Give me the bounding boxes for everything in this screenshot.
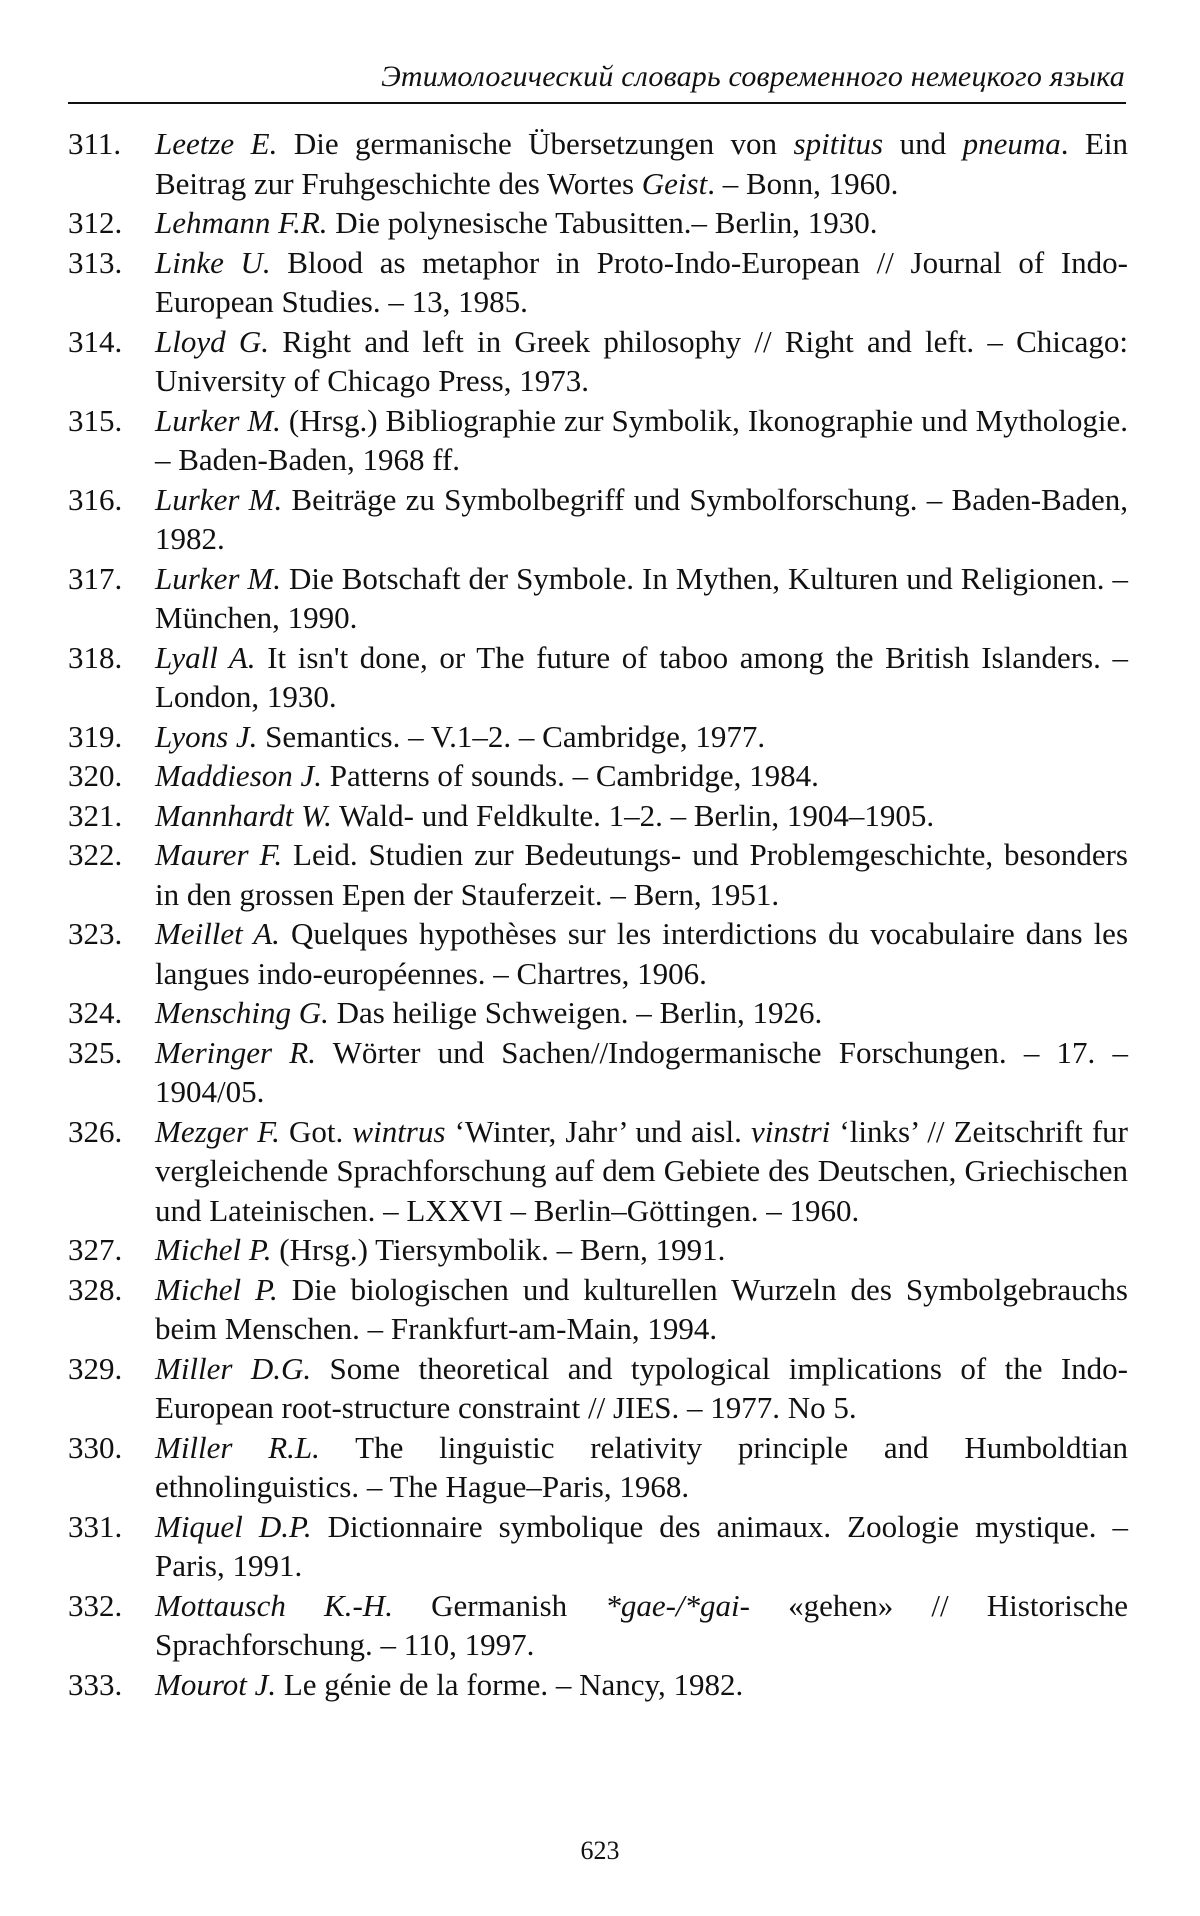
entry-text-segment: Wörter und Sachen//Indogermanische Forschungen. – 17. – 1904/05. — [155, 1034, 1128, 1109]
bibliography-entry — [68, 717, 1128, 757]
entry-number: 320. — [68, 758, 123, 793]
entry-author: Miller R.L. — [155, 1429, 320, 1465]
bibliography-entry — [68, 638, 1128, 717]
entry-text — [155, 796, 1128, 836]
entry-author: Michel P. — [155, 1271, 278, 1307]
entry-number: 326. — [68, 1113, 123, 1149]
bibliography-entry — [68, 1230, 1128, 1270]
entry-text-segment: Dictionnaire symbolique des animaux. Zoologie mystique. – Paris, 1991. — [155, 1508, 1128, 1583]
entry-number: 321. — [68, 797, 123, 833]
entry-text-segment: (Hrsg.) Tiersymbolik. – Bern, 1991. — [271, 1232, 726, 1267]
entry-text-segment: Wald- und Feldkulte. 1–2. – Berlin, 1904–1905. — [331, 797, 935, 833]
entry-text-segment: . – Bonn, 1960. — [707, 165, 899, 201]
entry-text-segment: Some theoretical and typological implications of the Indo-European root-structure constraint // JIES. – 1977. No 5. — [155, 1350, 1128, 1425]
entry-number: 319. — [68, 718, 123, 754]
entry-text — [155, 717, 1128, 757]
entry-number: 323. — [68, 916, 123, 951]
entry-author: Lloyd G. — [155, 323, 270, 359]
entry-italic-term: vinstri — [751, 1113, 831, 1149]
entry-text — [155, 756, 1128, 796]
entry-text — [155, 1428, 1128, 1507]
bibliography-entry — [68, 914, 1128, 993]
entry-text-segment: Germanish — [392, 1587, 606, 1623]
entry-number: 332. — [68, 1587, 123, 1623]
entry-text-segment: The linguistic relativity principle and Humboldtian ethnolinguistics. – The Hague–Paris, 1968. — [155, 1429, 1128, 1504]
entry-text — [155, 124, 1128, 203]
entry-text-segment: Got. — [279, 1113, 353, 1149]
entry-number: 317. — [68, 560, 123, 596]
entry-number: 311. — [68, 126, 122, 161]
entry-text — [155, 1033, 1128, 1112]
entry-text-segment: Blood as metaphor in Proto-Indo-European // Journal of Indo-European Studies. – 13, 1985. — [155, 244, 1128, 319]
bibliography-entry — [68, 1586, 1128, 1665]
entry-author: Leetze E. — [155, 126, 278, 161]
bibliography-entry — [68, 1507, 1128, 1586]
bibliography-entry — [68, 203, 1128, 243]
entry-number: 322. — [68, 837, 123, 872]
entry-text-segment: It isn't done, or The future of taboo among the British Islanders. – London, 1930. — [155, 639, 1128, 714]
entry-text — [155, 559, 1128, 638]
bibliography-entry — [68, 1349, 1128, 1428]
page-number: 623 — [580, 1836, 620, 1865]
header-rule — [68, 102, 1126, 104]
entry-author: Lurker M. — [155, 481, 283, 517]
bibliography-entry — [68, 559, 1128, 638]
bibliography-entry — [68, 243, 1128, 322]
bibliography-entry — [68, 1665, 1128, 1705]
entry-text-segment: . Ein Beitrag zur Fruhgeschichte des Wortes — [155, 126, 1128, 201]
entry-author: Linke U. — [155, 244, 271, 280]
entry-number: 328. — [68, 1271, 123, 1307]
entry-text — [155, 1349, 1128, 1428]
entry-author: Mannhardt W. — [155, 797, 332, 833]
entry-number: 312. — [68, 205, 123, 240]
entry-author: Meillet A. — [155, 916, 280, 951]
entry-text — [155, 480, 1128, 559]
entry-author: Michel P. — [155, 1232, 272, 1267]
entry-number: 315. — [68, 402, 123, 438]
entry-text — [155, 243, 1128, 322]
running-header: Этимологический словарь современного немецкого языка — [381, 60, 1125, 93]
entry-author: Mottausch K.-H. — [155, 1587, 393, 1623]
entry-number: 333. — [68, 1666, 123, 1702]
entry-text — [155, 914, 1128, 993]
entry-text — [155, 1270, 1128, 1349]
entry-text-segment: Die Botschaft der Symbole. In Mythen, Kulturen und Religionen. – München, 1990. — [155, 560, 1128, 635]
entry-text — [155, 401, 1128, 480]
entry-text-segment: Semantics. – V.1–2. – Cambridge, 1977. — [257, 718, 766, 754]
entry-text-segment: ‘Winter, Jahr’ und aisl. — [445, 1113, 752, 1149]
bibliography-entry — [68, 401, 1128, 480]
entry-number: 324. — [68, 995, 123, 1030]
bibliography-entry — [68, 993, 1128, 1033]
entry-text-segment: Right and left in Greek philosophy // Right and left. – Chicago: University of Chicago Press, 1973. — [155, 323, 1129, 398]
entry-author: Maddieson J. — [155, 758, 323, 793]
entry-text — [155, 835, 1128, 914]
entry-text-segment: Le génie de la forme. – Nancy, 1982. — [276, 1666, 744, 1702]
entry-text — [155, 1665, 1128, 1705]
entry-author: Lyall A. — [155, 639, 256, 675]
entry-number: 327. — [68, 1232, 123, 1267]
entry-text-segment: Patterns of sounds. – Cambridge, 1984. — [322, 758, 819, 793]
entry-text-segment: Die polynesische Tabusitten.– Berlin, 1930. — [327, 205, 878, 240]
bibliography-entry — [68, 835, 1128, 914]
entry-text — [155, 1586, 1128, 1665]
entry-italic-term: spititus — [793, 126, 884, 161]
entry-number: 329. — [68, 1350, 123, 1386]
entry-text-segment: (Hrsg.) Bibliographie zur Symbolik, Ikonographie und Mythologie. – Baden-Baden, 1968 ff. — [155, 402, 1128, 477]
bibliography-entry — [68, 796, 1128, 836]
entry-author: Lehmann F.R. — [155, 205, 328, 240]
bibliography-list — [68, 124, 1128, 1704]
entry-text-segment: Leid. Studien zur Bedeutungs- und Problemgeschichte, besonders in den grossen Epen der Stauferzeit. – Bern, 1951. — [155, 837, 1128, 912]
entry-author: Mensching G. — [155, 995, 329, 1030]
bibliography-entry — [68, 1112, 1128, 1231]
entry-number: 314. — [68, 323, 123, 359]
bibliography-entry — [68, 124, 1128, 203]
entry-text-segment: Beiträge zu Symbolbegriff und Symbolforschung. – Baden-Baden, 1982. — [155, 481, 1128, 556]
entry-author: Maurer F. — [155, 837, 283, 872]
entry-italic-term: *gae-/*gai- — [605, 1587, 750, 1623]
entry-number: 313. — [68, 244, 123, 280]
entry-number: 318. — [68, 639, 123, 675]
entry-author: Lurker M. — [155, 402, 281, 438]
entry-text — [155, 1507, 1128, 1586]
entry-italic-term: Geist — [641, 165, 708, 201]
entry-text — [155, 1230, 1128, 1270]
bibliography-entry — [68, 1270, 1128, 1349]
entry-text-segment: und — [883, 126, 963, 161]
entry-text — [155, 993, 1128, 1033]
entry-text-segment: Das heilige Schweigen. – Berlin, 1926. — [328, 995, 823, 1030]
entry-text — [155, 322, 1128, 401]
entry-author: Lurker M. — [155, 560, 281, 596]
entry-text-segment: «gehen» // Historische Sprachforschung. – 110, 1997. — [155, 1587, 1128, 1662]
entry-text — [155, 203, 1128, 243]
entry-italic-term: wintrus — [352, 1113, 446, 1149]
entry-author: Mourot J. — [155, 1666, 277, 1702]
entry-number: 330. — [68, 1429, 123, 1465]
entry-text — [155, 1112, 1128, 1231]
entry-number: 325. — [68, 1034, 123, 1070]
entry-number: 316. — [68, 481, 123, 517]
bibliography-entry — [68, 480, 1128, 559]
entry-text-segment: Quelques hypothèses sur les interdictions du vocabulaire dans les langues indo-européennes. – Chartres, 1906. — [155, 916, 1129, 991]
entry-text-segment: ‘links’ // Zeitschrift fur vergleichende Sprachforschung auf dem Gebiete des Deutschen, Griechischen und Lateinischen. – LXXVI – Berlin–Göttingen. – 1960. — [155, 1113, 1129, 1228]
entry-text-segment: Die germanische Übersetzungen von — [277, 126, 794, 161]
entry-text-segment: Die biologischen und kulturellen Wurzeln des Symbolgebrauchs beim Menschen. – Frankfurt-am-Main, 1994. — [155, 1271, 1128, 1346]
entry-author: Miquel D.P. — [155, 1508, 312, 1544]
bibliography-entry — [68, 1033, 1128, 1112]
bibliography-entry — [68, 756, 1128, 796]
entry-author: Lyons J. — [155, 718, 258, 754]
entry-italic-term: pneuma — [962, 126, 1061, 161]
entry-author: Mezger F. — [155, 1113, 280, 1149]
bibliography-entry — [68, 322, 1128, 401]
bibliography-entry — [68, 1428, 1128, 1507]
entry-number: 331. — [68, 1508, 123, 1544]
entry-author: Meringer R. — [155, 1034, 316, 1070]
entry-text — [155, 638, 1128, 717]
entry-author: Miller D.G. — [155, 1350, 312, 1386]
